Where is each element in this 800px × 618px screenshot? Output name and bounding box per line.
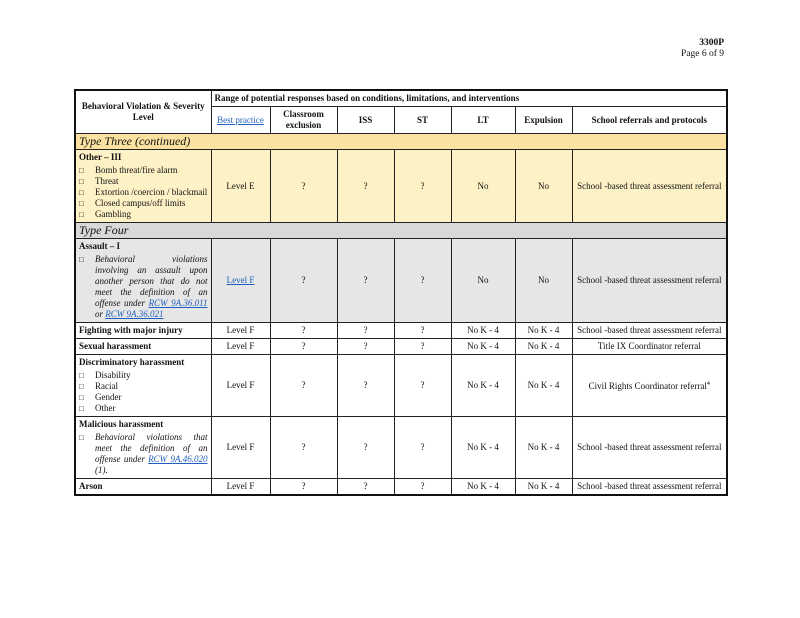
classroom-cell: ? [270, 323, 337, 339]
best-practice-cell: Level F [211, 417, 270, 479]
table-row [75, 417, 727, 479]
best-practice-link[interactable]: Level F [226, 275, 255, 285]
expulsion-cell: No K - 4 [515, 479, 572, 496]
referral-cell: Title IX Coordinator referral [572, 339, 727, 355]
best-practice-cell: Level F [211, 479, 270, 496]
st-cell: ? [394, 479, 451, 496]
referral-cell: School -based threat assessment referral [572, 417, 727, 479]
type-three-heading: Type Three (continued) [75, 134, 727, 150]
referral-cell [572, 355, 727, 417]
expulsion-cell: No [515, 150, 572, 223]
lt-cell: No K - 4 [451, 479, 515, 496]
referral-text: Civil Rights Coordinator referral [588, 381, 707, 391]
classroom-cell: ? [270, 479, 337, 496]
row-title: Assault – I [79, 241, 121, 251]
expulsion-cell: No [515, 239, 572, 323]
page-number: Page 6 of 9 [680, 49, 724, 59]
policy-code: 3300P [699, 38, 724, 48]
lt-cell: No [451, 150, 515, 223]
row-title: Discriminatory harassment [79, 357, 185, 367]
referral-cell: School -based threat assessment referral [572, 150, 727, 223]
st-cell: ? [394, 239, 451, 323]
list-item: □ Threat [79, 176, 208, 187]
list-item: □ Disability [79, 370, 208, 381]
classroom-cell: ? [270, 417, 337, 479]
row-title: Other – III [79, 152, 122, 162]
list-item: □ Bomb threat/fire alarm [79, 165, 208, 176]
footnote-marker: 4 [706, 381, 710, 387]
iss-cell: ? [337, 479, 394, 496]
header-behavior: Behavioral Violation & Severity Level [75, 90, 211, 134]
lt-cell: No K - 4 [451, 355, 515, 417]
expulsion-cell: No K - 4 [515, 339, 572, 355]
lt-cell: No K - 4 [451, 339, 515, 355]
iss-cell: ? [337, 417, 394, 479]
table-row [75, 355, 727, 417]
list-item: □ Gender [79, 392, 208, 403]
expulsion-cell: No K - 4 [515, 355, 572, 417]
list-item: □ Other [79, 403, 208, 414]
st-cell: ? [394, 323, 451, 339]
lt-cell: No K - 4 [451, 323, 515, 339]
list-item: □ Racial [79, 381, 208, 392]
header-st: ST [394, 107, 451, 134]
row-title: Arson [75, 479, 211, 496]
row-title: Sexual harassment [75, 339, 211, 355]
table-row [75, 323, 727, 339]
header-referrals: School referrals and protocols [572, 107, 727, 134]
st-cell: ? [394, 339, 451, 355]
rcw-link[interactable]: RCW 9A.36.021 [105, 309, 164, 319]
iss-cell: ? [337, 339, 394, 355]
best-practice-cell: Level F [211, 323, 270, 339]
malicious-description: Behavioral violations that meet the definition of an offense under [95, 432, 208, 464]
st-cell: ? [394, 417, 451, 479]
header-expulsion: Expulsion [515, 107, 572, 134]
table-row [75, 339, 727, 355]
or-text: or [95, 309, 104, 319]
referral-cell: School -based threat assessment referral [572, 479, 727, 496]
header-classroom: Classroom exclusion [270, 107, 337, 134]
classroom-cell: ? [270, 239, 337, 323]
list-item: □ Gambling [79, 209, 208, 220]
st-cell: ? [394, 355, 451, 417]
iss-cell: ? [337, 239, 394, 323]
list-item: □ Extortion /coercion / blackmail [79, 187, 208, 198]
rcw-link[interactable]: RCW 9A.46.020 [148, 454, 208, 464]
header-lt: LT [451, 107, 515, 134]
iss-cell: ? [337, 323, 394, 339]
row-title: Malicious harassment [79, 419, 164, 429]
type-four-heading: Type Four [75, 223, 727, 239]
expulsion-cell: No K - 4 [515, 417, 572, 479]
expulsion-cell: No K - 4 [515, 323, 572, 339]
classroom-cell: ? [270, 339, 337, 355]
iss-cell: ? [337, 150, 394, 223]
lt-cell: No K - 4 [451, 417, 515, 479]
rcw-link[interactable]: RCW 9A.36.011 [148, 298, 208, 308]
classroom-cell: ? [270, 150, 337, 223]
classroom-cell: ? [270, 355, 337, 417]
row-title: Fighting with major injury [75, 323, 211, 339]
best-practice-cell: Level F [211, 355, 270, 417]
table-row [75, 239, 727, 323]
discipline-table [74, 89, 728, 496]
referral-cell: School -based threat assessment referral [572, 239, 727, 323]
referral-cell: School -based threat assessment referral [572, 323, 727, 339]
iss-cell: ? [337, 355, 394, 417]
assault-description: Behavioral violations involving an assault upon another person that do not meet the definition of an offense under [95, 254, 208, 308]
header-range: Range of potential responses based on conditions, limitations, and interventions [211, 90, 727, 107]
rcw-subsection: (1). [95, 465, 108, 475]
header-iss: ISS [337, 107, 394, 134]
best-practice-cell: Level E [211, 150, 270, 223]
page-header [681, 38, 724, 60]
st-cell: ? [394, 150, 451, 223]
header-best-practice-link[interactable]: Best practice [217, 114, 264, 125]
table-row [75, 150, 727, 223]
lt-cell: No [451, 239, 515, 323]
table-row [75, 479, 727, 496]
best-practice-cell: Level F [211, 339, 270, 355]
list-item: □ Closed campus/off limits [79, 198, 208, 209]
